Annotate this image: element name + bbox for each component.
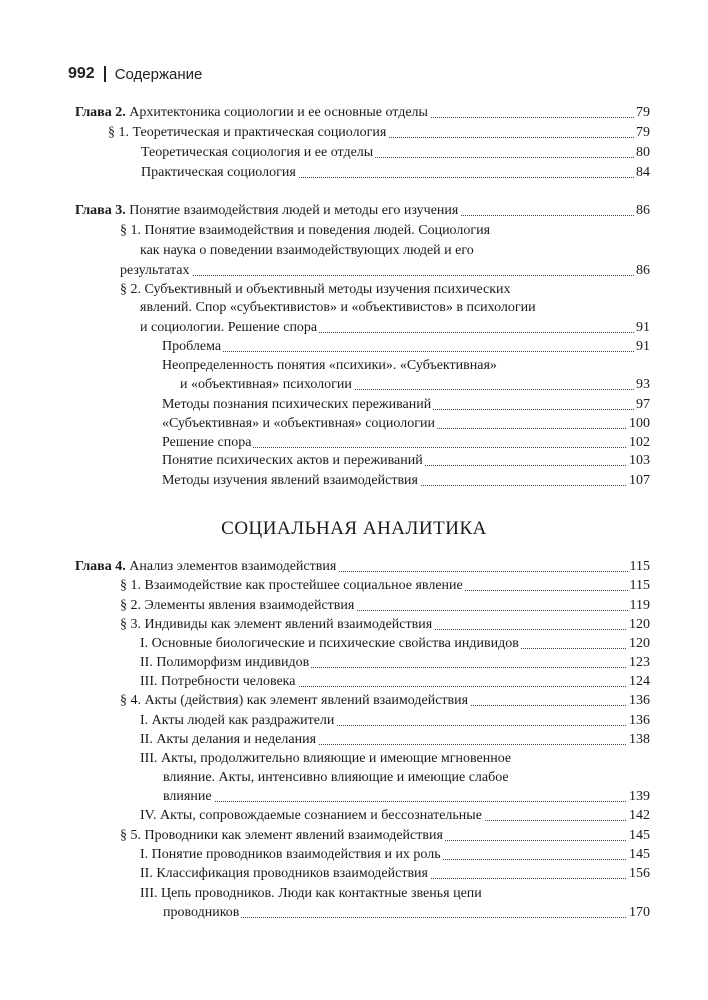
entry-page-number: 156 [629,866,650,881]
toc-entry-text [75,103,430,122]
entry-page-number: 103 [629,453,650,468]
toc-entry [0,711,708,730]
toc-entry [0,576,708,595]
entry-title: влияние [163,789,212,804]
toc-entry-text [140,298,538,317]
toc-entry [0,103,708,122]
toc-entry-text [120,280,513,299]
toc-entry [0,395,708,414]
entry-title: I. Акты людей как раздражители [140,713,335,728]
entry-title: I. Основные биологические и психические свойства индивидов [140,636,519,651]
entry-title: Методы познания психических переживаний [162,397,432,412]
toc-entry-text [140,711,336,730]
entry-page-number: 115 [629,578,650,593]
toc-entry [0,356,708,375]
entry-page-number: 100 [629,416,650,431]
entry-title: III. Акты, продолжительно влияющие и имеющие мгновенное [140,751,512,766]
entry-title: как наука о поведении взаимодействующих людей и его [140,243,474,258]
toc-entry-text [163,768,511,787]
toc-entry [0,471,708,490]
entry-title: Архитектоника социологии и ее основные отделы [125,105,428,120]
toc-entry-text [120,615,434,634]
entry-title: § 3. Индивиды как элемент явлений взаимодействия [120,617,433,632]
entry-page-number: 84 [636,165,650,180]
toc-entry [0,163,708,182]
toc-entry [0,615,708,634]
entry-title: § 5. Проводники как элемент явлений взаимодействия [120,828,443,843]
entry-page-number: 120 [629,617,650,632]
entry-title: Практическая социология [141,165,296,180]
entry-title: результатах [120,263,190,278]
entry-title: § 2. Субъективный и объективный методы изучения психических [120,282,511,297]
toc-entry [0,375,708,394]
entry-page-number: 142 [629,808,650,823]
entry-title: I. Понятие проводников взаимодействия и их роль [140,847,441,862]
toc-entry-text [162,395,433,414]
toc-entry-text [141,143,375,162]
entry-page-number: 170 [629,905,650,920]
toc-entry [0,787,708,806]
toc-entry [0,864,708,883]
dot-leader [162,351,646,352]
toc-entry [0,730,708,749]
toc-entry-text [163,903,241,922]
entry-page-number: 79 [636,125,650,140]
entry-page-number: 86 [636,203,650,218]
toc-entry-text [120,691,470,710]
entry-page-number: 139 [629,789,650,804]
page-header [68,62,202,86]
toc-entry-text [140,806,484,825]
entry-title: § 2. Элементы явления взаимодействия [120,598,355,613]
entry-title: влияние. Акты, интенсивно влияющие и имеющие слабое [163,770,509,785]
entry-page-number: 107 [629,473,650,488]
entry-title: II. Акты делания и неделания [140,732,317,747]
toc-entry [0,653,708,672]
toc-entry-text [120,596,356,615]
entry-title: II. Классификация проводников взаимодействия [140,866,428,881]
toc-entry-text [141,163,298,182]
toc-entry-text [140,653,311,672]
chapter-label: Глава 3. [75,203,126,218]
toc-entry-text [120,221,492,240]
chapter-label: Глава 4. [75,559,126,574]
toc-entry [0,433,708,452]
entry-title: и социологии. Решение спора [140,320,318,335]
toc-entry [0,123,708,142]
toc-entry-text [120,261,192,280]
toc-entry-text [75,201,460,220]
dot-leader [163,801,646,802]
toc-entry-text [180,375,354,394]
toc-entry [0,451,708,470]
entry-page-number: 80 [636,145,650,160]
toc-entry-text [140,672,298,691]
toc-entry [0,143,708,162]
toc-entry-text [120,826,445,845]
toc-entry-text [108,123,388,142]
entry-page-number: 123 [629,655,650,670]
entry-page-number: 91 [636,320,650,335]
toc-entry [0,749,708,768]
entry-title: IV. Акты, сопровождаемые сознанием и бессознательные [140,808,482,823]
toc-entry-text [162,451,425,470]
toc-entry [0,318,708,337]
chapter-label: Глава 2. [75,105,126,120]
section-title: СОЦИАЛЬНАЯ АНАЛИТИКА [221,518,487,539]
toc-entry-text [140,730,318,749]
toc-entry [0,691,708,710]
entry-title: § 1. Взаимодействие как простейшее социальное явление [120,578,463,593]
entry-page-number: 120 [629,636,650,651]
entry-title: Понятие психических актов и переживаний [162,453,423,468]
entry-title: § 1. Понятие взаимодействия и поведения людей. Социология [120,223,491,238]
toc-entry-text [162,356,499,375]
entry-page-number: 91 [636,339,650,354]
toc-entry-text [140,749,513,768]
toc-entry-text [162,414,437,433]
entry-title: § 1. Теоретическая и практическая социология [108,125,387,140]
toc-entry [0,826,708,845]
toc-entry-text [163,787,214,806]
toc-entry [0,672,708,691]
toc-entry [0,261,708,280]
entry-page-number: 86 [636,263,650,278]
toc-entry [0,201,708,220]
toc-entry [0,414,708,433]
entry-page-number: 136 [629,713,650,728]
toc-entry [0,806,708,825]
entry-title: Проблема [162,339,222,354]
toc-entry [0,634,708,653]
toc-entry [0,337,708,356]
entry-title: «Субъективная» и «объективная» социологии [162,416,435,431]
entry-page-number: 138 [629,732,650,747]
toc-entry-text [140,884,484,903]
entry-title: III. Потребности человека [140,674,296,689]
toc-entry-text [140,241,476,260]
toc-entry [0,298,708,317]
toc-entry-text [140,318,319,337]
entry-page-number: 145 [629,847,650,862]
entry-title: Решение спора [162,435,252,450]
toc-entry [0,557,708,576]
entry-page-number: 115 [629,559,650,574]
entry-title: проводников [163,905,240,920]
toc-entry-text [120,576,465,595]
header-divider [104,66,106,82]
entry-page-number: 136 [629,693,650,708]
page-number: 992 [68,65,95,82]
entry-page-number: 93 [636,377,650,392]
toc-entry-text [140,864,430,883]
entry-title: III. Цепь проводников. Люди как контактные звенья цепи [140,886,482,901]
toc-entry-text [140,845,443,864]
entry-page-number: 119 [629,598,650,613]
toc-entry [0,241,708,260]
toc-entry [0,884,708,903]
header-title: Содержание [114,65,203,83]
entry-title: Неопределенность понятия «психики». «Субъективная» [162,358,497,373]
entry-page-number: 124 [629,674,650,689]
toc-entry [0,903,708,922]
entry-page-number: 79 [636,105,650,120]
entry-title: и «объективная» психологии [180,377,352,392]
toc-entry-text [162,433,253,452]
dot-leader [120,275,646,276]
entry-page-number: 97 [636,397,650,412]
entry-page-number: 102 [629,435,650,450]
toc-entry-text [162,471,420,490]
toc-entry-text [75,557,338,576]
entry-title: явлений. Спор «субъективистов» и «объективистов» в психологии [140,300,536,315]
toc-entry [0,768,708,787]
entry-title: Методы изучения явлений взаимодействия [162,473,418,488]
toc-entry [0,280,708,299]
toc-entry-text [162,337,223,356]
entry-title: § 4. Акты (действия) как элемент явлений взаимодействия [120,693,469,708]
entry-title: Анализ элементов взаимодействия [125,559,337,574]
entry-title: II. Полиморфизм индивидов [140,655,310,670]
toc-entry-text [140,634,521,653]
toc-entry [0,221,708,240]
entry-title: Понятие взаимодействия людей и методы его изучения [125,203,459,218]
toc-entry [0,596,708,615]
entry-page-number: 145 [629,828,650,843]
entry-title: Теоретическая социология и ее отделы [141,145,374,160]
toc-entry [0,845,708,864]
